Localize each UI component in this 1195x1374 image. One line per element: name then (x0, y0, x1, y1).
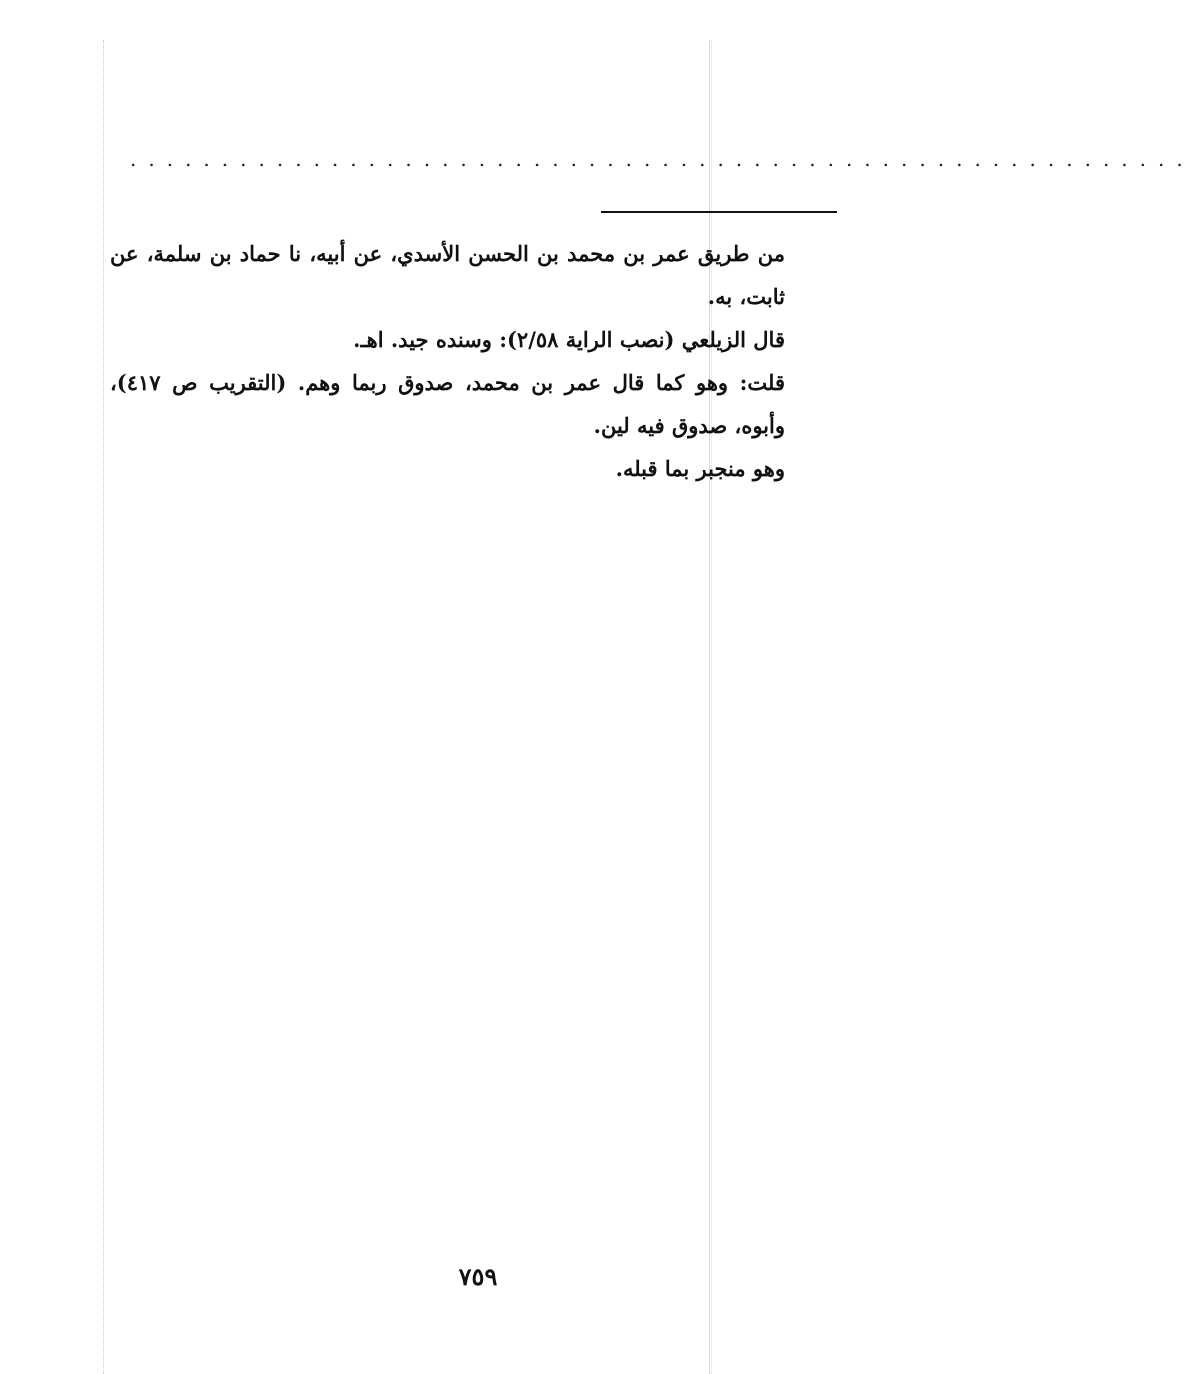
paragraph-zaylai: قال الزيلعي (نصب الراية ٢/٥٨): وسنده جيد. اهـ. (353, 327, 785, 352)
paragraph-qultu: قلت: وهو كما قال عمر بن محمد، صدوق ربما وهم. (التقريب ص ٤١٧)، وأبوه، صدوق فيه لين. (110, 370, 785, 438)
footnote-rule (601, 211, 837, 213)
page-number: ٧٥٩ (458, 1262, 498, 1291)
paragraph-isnad: من طريق عمر بن محمد بن الحسن الأسدي، عن أبيه، نا حماد بن سلمة، عن ثابت، به. (110, 241, 785, 309)
scan-margin-line-left (103, 40, 104, 1374)
footnote-body (110, 232, 785, 490)
dotted-separator: .......................................................... (130, 147, 1195, 171)
paragraph-conclusion: وهو منجبر بما قبله. (615, 456, 785, 481)
